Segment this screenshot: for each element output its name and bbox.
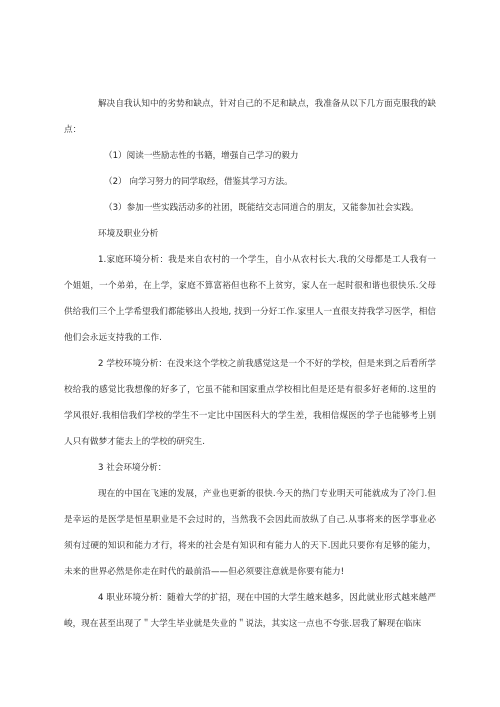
list-item-2: （2） 向学习努力的同学取经，借鉴其学习方法。 (104, 177, 293, 187)
school-paragraph: 2 学校环境分析：在没来这个学校之前我感觉这是一个不好的学校，但是来到之后看所学校给我的感觉比我想像的好多了，它虽不能和国家重点学校相比但是还是有很多好老师的.这里的学风很好.我相信我们学校的学生不一定比中国医科大的学生差，我相信煤医的学子也能够考上别人只有做梦才能去上的学校的研究生. (64, 359, 436, 447)
section-title: 环境及职业分析 (98, 229, 159, 239)
social-title: 3 社会环境分析： (98, 463, 167, 473)
intro-paragraph: 解决自我认知中的劣势和缺点，针对自己的不足和缺点，我准备从以下几方面克服我的缺点： (64, 99, 436, 135)
family-paragraph: 1.家庭环境分析：我是来自农村的一个学生，自小从农村长大.我的父母都是工人我有一个姐姐，一个弟弟，在上学，家庭不算富裕但也称不上贫穷，家人在一起时很和谐也很快乐.父母供给我们三个上学希望我们都能够出人投地, 找到一分好工作.家里人一直很支持我学习医学，相信他们会永远支持我的工作. (64, 255, 436, 343)
social-paragraph: 现在的中国在飞速的发展，产业也更新的很快.今天的热门专业明天可能就成为了冷门.但是幸运的是医学是恒星职业是不会过时的，当然我不会因此而放纵了自己.从事将来的医学事业必须有过硬的知识和能力才行，将来的社会是有知识和有能力人的天下.因此只要你有足够的能力，未来的世界必然是你走在时代的最前沿——但必须要注意就是你要有能力! (64, 489, 436, 577)
career-paragraph: 4 职业环境分析：随着大学的扩招，现在中国的大学生越来越多，因此就业形式越来越严峻，现在甚至出现了＂大学生毕业就是失业的＂说法，其实这一点也不夸张.居我了解现在临床 (64, 593, 436, 629)
list-item-3: （3）参加一些实践活动多的社团，既能结交志同道合的朋友，又能参加社会实践。 (104, 203, 419, 213)
list-item-1: （1）阅读一些励志性的书籍，增强自己学习的毅力 (104, 151, 299, 161)
